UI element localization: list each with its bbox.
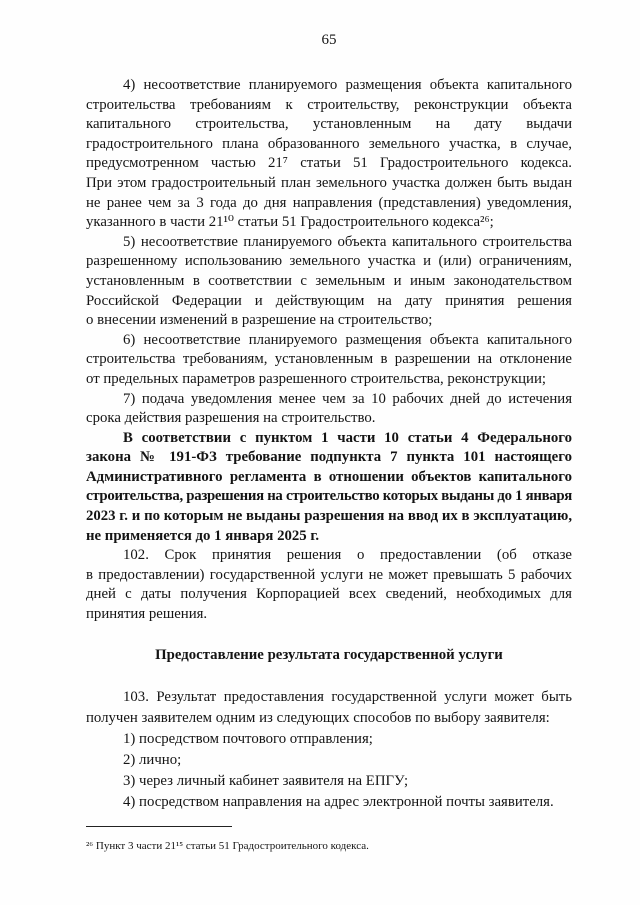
text-line: 7) подача уведомления менее чем за 10 рабочих дней до истечения: [123, 390, 572, 407]
clause-101-subitem-7: [86, 390, 572, 429]
text-line: о внесении изменений в разрешение на строительство;: [86, 312, 433, 329]
delivery-method-item: 4) посредством направления на адрес электронной почты заявителя.: [123, 793, 554, 810]
text-line: Российской Федерации и действующим на дату принятия решения: [86, 292, 572, 309]
text-line: указанного в части 21¹⁰ статьи 51 Градостроительного кодекса²⁶;: [86, 214, 494, 231]
delivery-method-item: 3) через личный кабинет заявителя на ЕПГУ;: [123, 772, 409, 789]
delivery-method-item: 1) посредством почтового отправления;: [123, 730, 373, 747]
delivery-methods-list: [86, 729, 572, 813]
text-line: установленным в соответствии с земельным и иным законодательством: [86, 272, 572, 289]
text-line: 6) несоответствие планируемого размещения объекта капитального: [123, 331, 572, 348]
text-line: капитального строительства, установленным на дату выдачи: [86, 116, 572, 133]
clause-103: [86, 687, 572, 729]
text-line: В соответствии с пунктом 1 части 10 статьи 4 Федерального: [123, 429, 572, 446]
clause-101-subitem-5: [86, 233, 572, 331]
text-line: принятия решения.: [86, 606, 208, 623]
clause-102: [86, 546, 572, 624]
text-line: не ранее чем за 3 года до дня направления (представления) уведомления,: [86, 194, 572, 211]
text-line: получен заявителем одним из следующих способов по выбору заявителя:: [86, 709, 550, 726]
text-line: 5) несоответствие планируемого объекта капитального строительства: [123, 233, 572, 250]
text-line: 4) несоответствие планируемого размещения объекта капитального: [123, 77, 572, 93]
text-line: строительства требованиям, установленным в разрешении на отклонение: [86, 351, 572, 368]
text-line: не применяется до 1 января 2025 г.: [86, 527, 320, 544]
page-number: 65: [321, 32, 337, 48]
text-line: строительства требованиям к строительству, реконструкции объекта: [86, 96, 572, 113]
clause-101-subitem-4: [86, 76, 572, 233]
footnote: ²⁶ Пункт 3 части 21¹⁵ статьи 51 Градостроительного кодекса.: [86, 839, 369, 852]
text-line: 103. Результат предоставления государственной услуги может быть: [123, 688, 572, 705]
result-delivery-section: [86, 687, 572, 813]
text-line: строительства, разрешения на строительство которых выданы до 1 января: [86, 488, 572, 505]
text-line: 2023 г. и по которым не выданы разрешения на ввод их в эксплуатацию,: [86, 508, 572, 525]
transitional-provision: [86, 429, 572, 547]
delivery-method-item: 2) лично;: [123, 751, 182, 768]
text-line: дней с даты получения Корпорацией всех сведений, необходимых для: [86, 586, 572, 603]
text-line: Административного регламента в отношении объектов капитального: [86, 468, 572, 485]
text-line: 102. Срок принятия решения о предоставлении (об отказе: [123, 547, 572, 564]
text-line: закона № 191-ФЗ требование подпункта 7 пункта 101 настоящего: [86, 449, 572, 466]
text-line: разрешенному использованию земельного участка и (или) ограничениям,: [86, 253, 572, 270]
text-line: При этом градостроительный план земельного участка должен быть выдан: [86, 174, 572, 191]
text-line: срока действия разрешения на строительство.: [86, 410, 376, 427]
document-body: [86, 76, 572, 853]
section-heading: Предоставление результата государственной услуги: [155, 646, 503, 663]
text-line: градостроительного плана образованного земельного участка, в случае,: [86, 135, 572, 152]
clause-101-subitem-6: [86, 331, 572, 390]
text-line: предусмотренном частью 21⁷ статьи 51 Градостроительного кодекса.: [86, 155, 572, 172]
text-line: от предельных параметров разрешенного строительства, реконструкции;: [86, 370, 547, 387]
text-line: в предоставлении) государственной услуги не может превышать 5 рабочих: [86, 566, 572, 583]
footnote-separator: [86, 826, 232, 827]
